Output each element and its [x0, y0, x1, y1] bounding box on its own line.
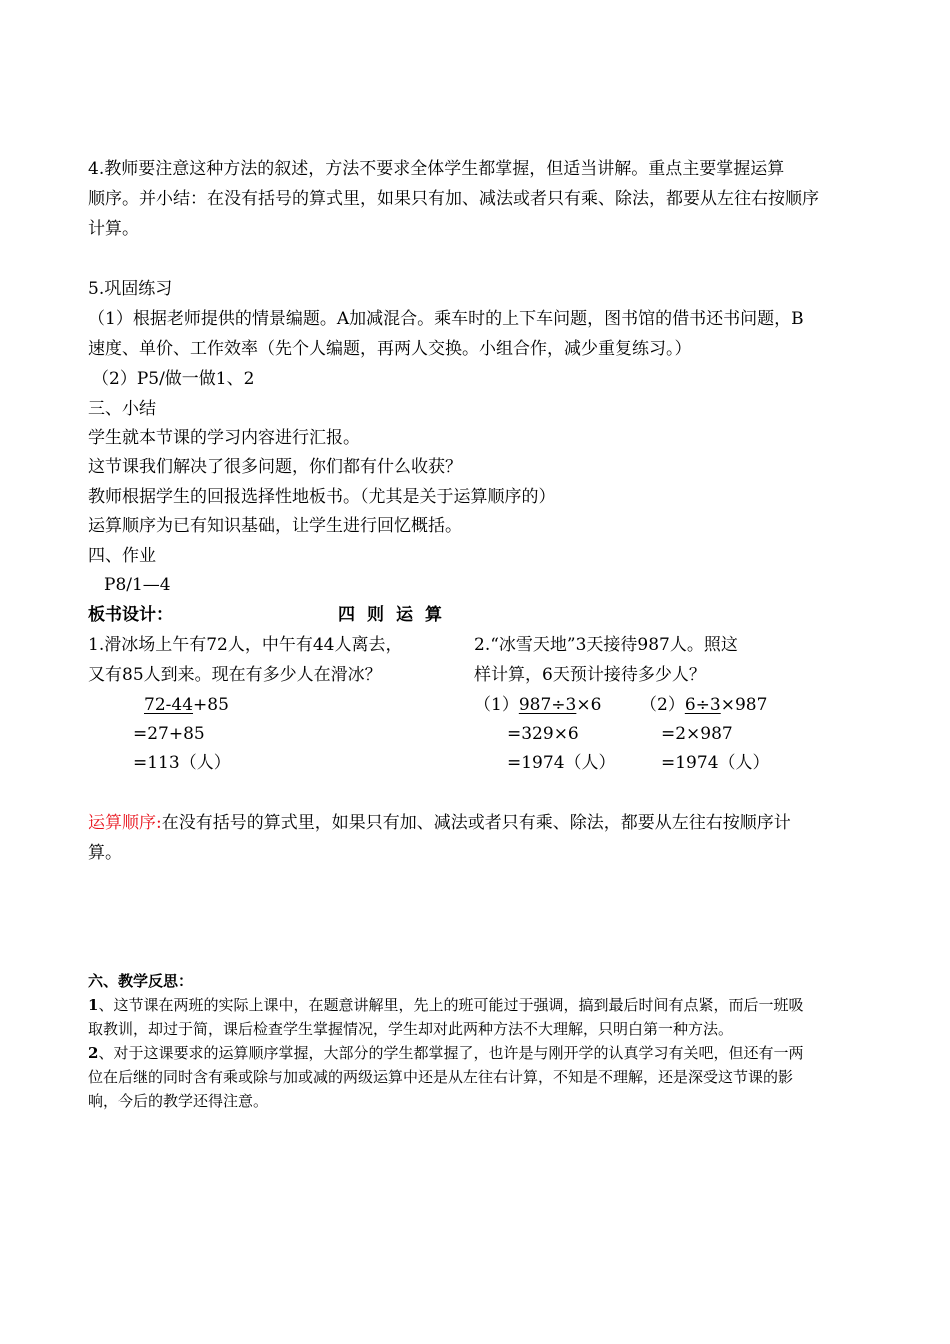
problem2-m1-underlined: 987÷3	[518, 695, 577, 715]
summary-heading: 三、小结	[88, 399, 156, 419]
summary-line4: 运算顺序为已有知识基础，让学生进行回忆概括。	[88, 516, 462, 536]
reflection-p1-text: 、这节课在两班的实际上课中，在题意讲解里，先上的班可能过于强调，搞到最后时间有点紧，而后一班吸	[98, 996, 804, 1014]
order-line2: 算。	[88, 843, 122, 863]
item5-line3: （2）P5/做一做1、2	[92, 369, 255, 389]
problem2-m2-rest: ×987	[720, 695, 768, 715]
problem2-m2-underlined: 6÷3	[684, 695, 721, 715]
homework-heading: 四、作业	[88, 546, 156, 566]
problem1-calc1-rest: +85	[193, 695, 229, 715]
reflection-p2-num: 2	[88, 1044, 99, 1062]
reflection-heading: 六、教学反思：	[88, 972, 194, 990]
problem2-m2-prefix: （2）	[640, 695, 685, 715]
problem1-line2: 又有85人到来。现在有多少人在滑冰？	[88, 665, 382, 685]
summary-line1: 学生就本节课的学习内容进行汇报。	[88, 428, 360, 448]
problem1-line1: 1.滑冰场上午有72人，中午有44人离去，	[88, 635, 403, 655]
problem2-m1-step3: =1974（人）	[507, 753, 616, 773]
problem2-method2	[640, 694, 767, 716]
item5-heading: 5.巩固练习	[88, 279, 173, 299]
problem2-m2-step2: =2×987	[661, 724, 733, 744]
order-label: 运算顺序:	[88, 813, 162, 833]
problem2-m1-step2: =329×6	[507, 724, 579, 744]
reflection-p1-line1	[88, 995, 803, 1015]
problem1-calc1-underlined: 72-44	[144, 695, 194, 715]
reflection-p2-line2: 位在后继的同时含有乘或除与加或减的两级运算中还是从左往右计算，不知是不理解，还是深受这节课的影	[88, 1068, 794, 1086]
summary-line3: 教师根据学生的回报选择性地板书。（尤其是关于运算顺序的）	[88, 487, 556, 507]
problem2-m2-step3: =1974（人）	[661, 753, 770, 773]
problem2-line2: 样计算，6天预计接待多少人？	[474, 665, 706, 685]
problem2-m1-rest: ×6	[576, 695, 602, 715]
board-title: 四则运算	[338, 605, 454, 625]
item5-line2: 速度、单价、工作效率（先个人编题，再两人交换。小组合作，减少重复练习。）	[88, 339, 692, 359]
reflection-p1-num: 1	[88, 996, 99, 1014]
problem2-line1: 2.“冰雪天地”3天接待987人。照这	[474, 635, 738, 655]
reflection-p2-line1	[88, 1043, 803, 1063]
summary-line2: 这节课我们解决了很多问题，你们都有什么收获？	[88, 457, 462, 477]
board-label: 板书设计：	[88, 605, 173, 625]
item5-line1: （1）根据老师提供的情景编题。A加减混合。乘车时的上下车问题，图书馆的借书还书问题，B	[88, 309, 804, 329]
reflection-p2-line3: 响，今后的教学还得注意。	[88, 1092, 269, 1110]
reflection-p1-line2: 取教训，却过于简，课后检查学生掌握情况，学生却对此两种方法不大理解，只明白第一种方法。	[88, 1020, 734, 1038]
item4-line3: 计算。	[88, 219, 139, 239]
problem1-calc3: =113（人）	[133, 753, 231, 773]
problem1-calc2: =27+85	[133, 724, 205, 744]
order-statement	[88, 812, 791, 834]
item4-line1: 4.教师要注意这种方法的叙述，方法不要求全体学生都掌握，但适当讲解。重点主要掌握运算	[88, 159, 785, 179]
item4-line2: 顺序。并小结：在没有括号的算式里，如果只有加、减法或者只有乘、除法，都要从左往右按顺序	[88, 189, 819, 209]
problem2-m1-prefix: （1）	[474, 695, 519, 715]
reflection-p2-text: 、对于这课要求的运算顺序掌握，大部分的学生都掌握了，也许是与刚开学的认真学习有关吧，但还有一两	[98, 1044, 804, 1062]
order-line1: 在没有括号的算式里，如果只有加、减法或者只有乘、除法，都要从左往右按顺序计	[161, 813, 791, 833]
problem2-method1	[474, 694, 601, 716]
homework-line1: P8/1—4	[104, 575, 171, 595]
problem1-calc1	[144, 694, 229, 716]
